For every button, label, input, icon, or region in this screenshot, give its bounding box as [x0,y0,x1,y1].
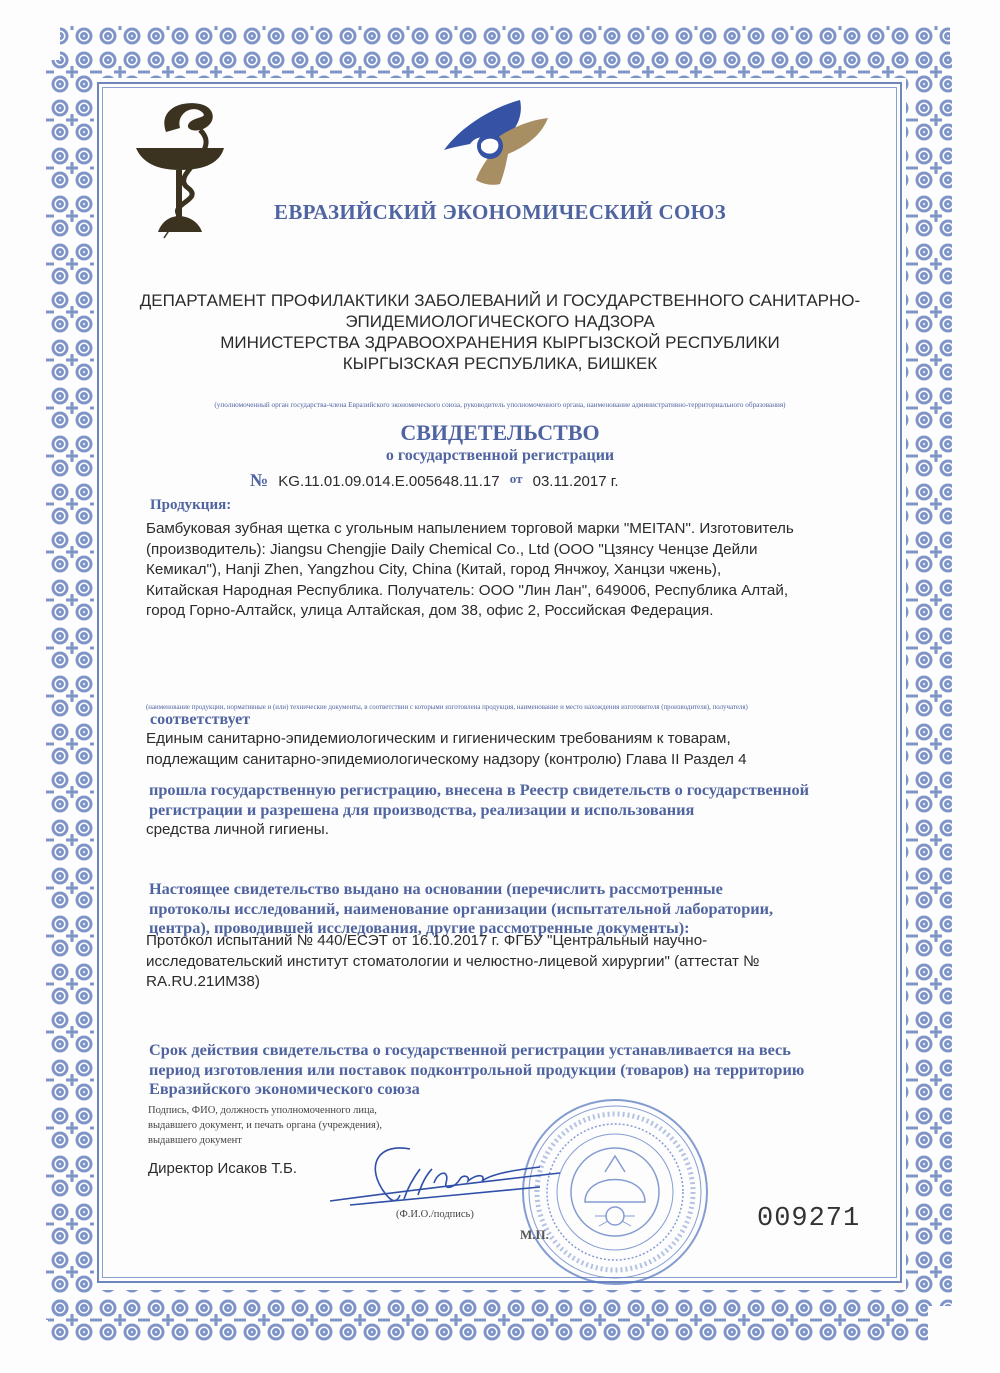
signature-note-line: выдавшего документ [148,1135,242,1146]
product-description [146,519,886,622]
basis-heading [149,879,899,938]
certificate-number: KG.11.01.09.014.E.005648.11.17 [278,473,500,490]
product-label: Продукция: [150,497,232,513]
conformity-label: соответствует [150,711,251,728]
department-line: МИНИСТЕРСТВА ЗДРАВООХРАНЕНИЯ КЫРГЫЗСКОЙ РЕСПУБЛИКИ [220,333,780,352]
registration-line: прошла государственную регистрацию, внесена в Реестр свидетельств о государственной [149,780,810,799]
department-line: КЫРГЫЗСКАЯ РЕСПУБЛИКА, БИШКЕК [342,354,658,373]
validity-line: период изготовления или поставок подконтрольной продукции (товаров) на территорию [149,1059,805,1079]
signature-note-line: выдавшего документ, и печать органа (учреждения), [148,1120,382,1131]
registration-statement [149,780,899,819]
conformity-line: подлежащим санитарно-эпидемиологическому надзору (контролю) Глава II Раздел 4 [146,750,747,768]
conformity-line: Единым санитарно-эпидемиологическим и гигиеническим требованиям к товарам, [146,730,731,747]
conformity-text [146,729,886,770]
validity-line: Евразийского экономического союза [149,1079,420,1098]
date-prefix: от [509,471,523,486]
fio-caption: (Ф.И.О./подпись) [396,1209,474,1220]
border-right [906,56,952,1306]
signature-note [148,1103,382,1148]
basis-line: Протокол испытаний № 440/ЕСЭТ от 16.10.2017 г. ФГБУ "Центральный научно- [146,932,708,949]
product-line: Китайская Народная Республика. Получатель: ООО "Лин Лан", 649006, Республика Алтай, [146,581,789,599]
union-name: ЕВРАЗИЙСКИЙ ЭКОНОМИЧЕСКИЙ СОЮЗ [274,200,726,224]
department-line: ДЕПАРТАМЕНТ ПРОФИЛАКТИКИ ЗАБОЛЕВАНИЙ И ГОСУДАРСТВЕННОГО САНИТАРНО- [139,291,861,310]
validity-statement [149,1040,899,1099]
authority-note: (уполномоченный орган государства-члена Евразийского экономического союза, руководитель уполномоченного органа, наименование административно-территориального образования) [214,401,786,409]
eaeu-logo-icon [430,88,550,198]
product-line: город Горно-Алтайск, улица Алтайская, дом 38, офис 2, Российская Федерация. [146,602,714,620]
certificate-date: 03.11.2017 г. [532,473,619,490]
signature-note-line: Подпись, ФИО, должность уполномоченного лица, [148,1105,377,1116]
serial-number: 009271 [757,1204,861,1234]
basis-heading-line: центра), проводившей исследования, другие рассмотренные документы): [149,918,690,937]
signer-name: Директор Исаков Т.Б. [148,1160,298,1177]
inner-frame-thin [102,87,897,1278]
product-line: Бамбуковая зубная щетка с угольным напылением торговой марки "MEITAN". Изготовитель [146,520,794,537]
certificate-number-line [250,470,619,491]
product-line: (производитель): Jiangsu Chengjie Daily Chemical Co., Ltd (ООО "Цзянсу Ченцзе Дейли [146,540,758,558]
border-bottom [48,1290,928,1342]
border-left [46,60,94,1320]
registration-usage: средства личной гигиены. [146,821,329,838]
product-line: Кемикал"), Hanji Zhen, Yangzhou City, China (Китай, город Янчжоу, Ханцзи чжень), [146,561,722,579]
basis-heading-line: протоколы исследований, наименование организации (испытательной лаборатории, [149,898,774,918]
registration-line: регистрации и разрешена для производства, реализации и использования [149,799,695,819]
number-symbol: № [250,470,269,490]
certificate-subtitle: о государственной регистрации [385,447,615,464]
basis-line: RA.RU.21ИМ38) [146,973,260,991]
certificate-title: СВИДЕТЕЛЬСТВО [400,420,600,445]
department-line: ЭПИДЕМИОЛОГИЧЕСКОГО НАДЗОРА [345,312,655,331]
product-note: (наименование продукции, нормативные и (или) технические документы, в соответствии с которыми изготовлена продукция, наименование и место нахождения изготовителя (производителя), получателя) [146,704,748,711]
basis-text [146,931,886,993]
basis-heading-line: Настоящее свидетельство выдано на основании (перечислить рассмотренные [149,879,723,898]
stamp-place: М.П. [520,1227,549,1242]
border-top [60,26,950,78]
department-block [130,290,870,374]
basis-line: исследовательский институт стоматологии и челюстно-лицевой хирургии" (аттестат № [146,952,760,970]
validity-line: Срок действия свидетельства о государственной регистрации устанавливается на весь [149,1040,791,1059]
